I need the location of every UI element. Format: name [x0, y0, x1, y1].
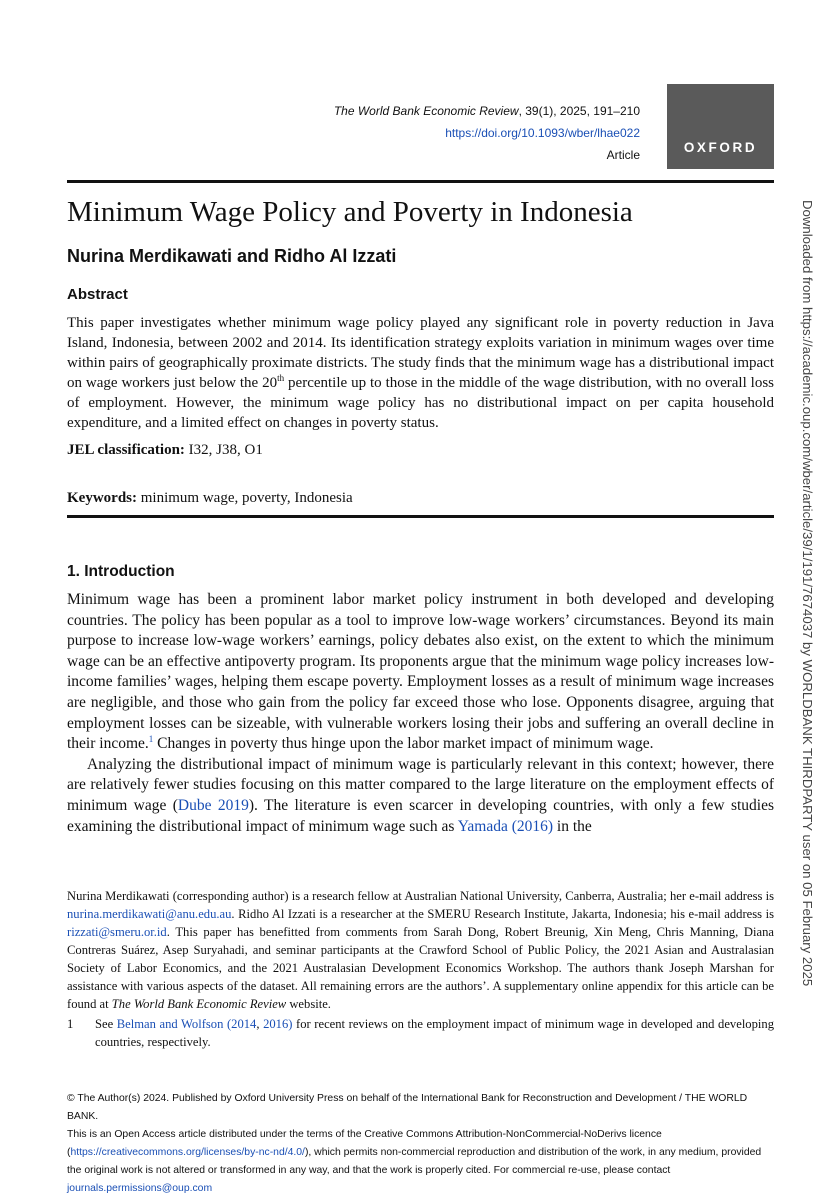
- jel-value: I32, J38, O1: [184, 442, 263, 458]
- citation-link-belman-2016[interactable]: 2016): [263, 1017, 293, 1031]
- keywords-value: minimum wage, poverty, Indonesia: [137, 490, 353, 506]
- section-heading-introduction: 1. Introduction: [67, 563, 175, 580]
- journal-citation: [300, 100, 640, 122]
- license-line-3: (https://creativecommons.org/licenses/by-nc-nd/4.0/), which permits non-commercial reproduction and distribution of the work, in any medium, provided: [67, 1147, 762, 1158]
- journal-title: The World Bank Economic Review: [333, 104, 519, 118]
- oxford-logo-text: OXFORD: [683, 140, 758, 155]
- copyright-line: © The Author(s) 2024. Published by Oxford University Press on behalf of the International Bank for Reconstruction and Development / THE WORLD BANK.: [67, 1093, 748, 1122]
- license-notice: [67, 1090, 774, 1198]
- citation-link-yamada[interactable]: Yamada (2016): [457, 817, 554, 835]
- jel-classification: [67, 442, 263, 459]
- email-link-izzati[interactable]: rizzati@smeru.or.id: [67, 925, 167, 939]
- email-link-merdikawati[interactable]: nurina.merdikawati@anu.edu.au: [67, 907, 232, 921]
- journal-header: [300, 100, 640, 166]
- top-rule: [67, 180, 774, 183]
- keywords: [67, 490, 353, 507]
- permissions-email-link[interactable]: journals.permissions@oup.com: [67, 1183, 213, 1194]
- abstract-heading: Abstract: [67, 286, 128, 303]
- author-note: Nurina Merdikawati (corresponding author) is a research fellow at Australian National University, Canberra, Australia; her e-mail address is nurina.merdikawati@anu.edu.au. Ridho Al Izzati is a researcher at the SMERU Research Institute, Jakarta, Indonesia; his e-mail address is rizzati@smeru.or.id. This paper has benefitted from comments from Sarah Dong, Robert Breunig, Xin Meng, Chris Manning, Diana Contreras Suárez, Asep Suryahadi, and seminar participants at the Crawford School of Public Policy, the 2021 Asian and Australasian Society of Labor Economics, and the 2021 Australasian Development Economics Workshop. The authors thank Joseph Marshan for assistance with various aspects of the dataset. All remaining errors are the authors’. A supplementary online appendix for this article can be found at The World Bank Economic Review website.: [67, 889, 774, 1011]
- citation-link-dube[interactable]: Dube 2019: [177, 796, 249, 814]
- footnotes: [67, 887, 774, 1051]
- doi-link[interactable]: https://doi.org/10.1093/wber/lhae022: [445, 126, 640, 140]
- cc-license-link[interactable]: https://creativecommons.org/licenses/by-nc-nd/4.0/: [70, 1147, 305, 1158]
- introduction-body: [67, 590, 774, 837]
- citation-link-belman-2014[interactable]: Belman and Wolfson (2014: [116, 1017, 257, 1031]
- oxford-logo: [667, 84, 774, 169]
- license-line-2: This is an Open Access article distributed under the terms of the Creative Commons Attribution-NonCommercial-NoDerivs licence: [67, 1129, 662, 1140]
- intro-paragraph-2: Analyzing the distributional impact of minimum wage is particularly relevant in this context; however, there are relatively fewer studies focusing on this matter compared to the large literature on the employment effects of minimum wage (Dube 2019). The literature is even scarcer in developing countries, with only a few studies examining the distributional impact of minimum wage such as Yamada (2016) in the: [67, 755, 775, 835]
- bottom-rule: [67, 515, 774, 518]
- footnote-ref-1[interactable]: 1: [148, 734, 154, 744]
- download-watermark: Downloaded from https://academic.oup.com/wber/article/39/1/191/7674037 by WORLDBANK THIRDPARTY user on 05 February 2025: [800, 200, 815, 987]
- article-type: Article: [606, 148, 640, 162]
- abstract-text: This paper investigates whether minimum wage policy played any significant role in poverty reduction in Java Island, Indonesia, between 2002 and 2014. Its identification strategy exploits variation in minimum wages over time within pairs of geographically proximate districts. The study finds that the minimum wage has a distributional impact on wage workers just below the 20th percentile up to those in the middle of the wage distribution, with no overall loss of employment. However, the minimum wage policy has no distributional impact on per capita household expenditure, and a limited effect on changes in poverty status.: [67, 315, 774, 431]
- paper-authors: Nurina Merdikawati and Ridho Al Izzati: [67, 246, 397, 266]
- journal-volume: , 39(1), 2025, 191–210: [518, 104, 640, 118]
- paper-title: Minimum Wage Policy and Poverty in Indonesia: [67, 196, 633, 228]
- footnote-1: 1 See Belman and Wolfson (2014, 2016) for recent reviews on the employment impact of minimum wage in developed and developing countries, respectively.: [67, 1017, 774, 1049]
- jel-label: JEL classification:: [67, 442, 185, 458]
- footnote-number: 1: [67, 1017, 74, 1031]
- intro-paragraph-1: Minimum wage has been a prominent labor market policy instrument in both developed and developing countries. The policy has been popular as a tool to improve low-wage workers’ circumstances. Beyond its main purpose to increase low-wage workers’ earnings, policy debates also exist, on the extent to which the minimum wage can be an effective antipoverty program. Its proponents argue that the minimum wage policy increases low-income families’ wages, helping them escape poverty. Employment losses as a result of minimum wage increases are negligible, and those who gain from the policy far exceed those who lose. Opponents disagree, arguing that employment losses can be sizeable, with vulnerable workers losing their jobs and suffering an overall decline in their income.$^1$ Changes in poverty thus hinge upon the labor market impact of minimum wage.: [67, 591, 774, 753]
- keywords-label: Keywords:: [67, 490, 137, 506]
- license-line-4: the original work is not altered or transformed in any way, and that the work is properly cited. For commercial re-use, please contact: [67, 1165, 671, 1176]
- license-line-5: [67, 1180, 774, 1198]
